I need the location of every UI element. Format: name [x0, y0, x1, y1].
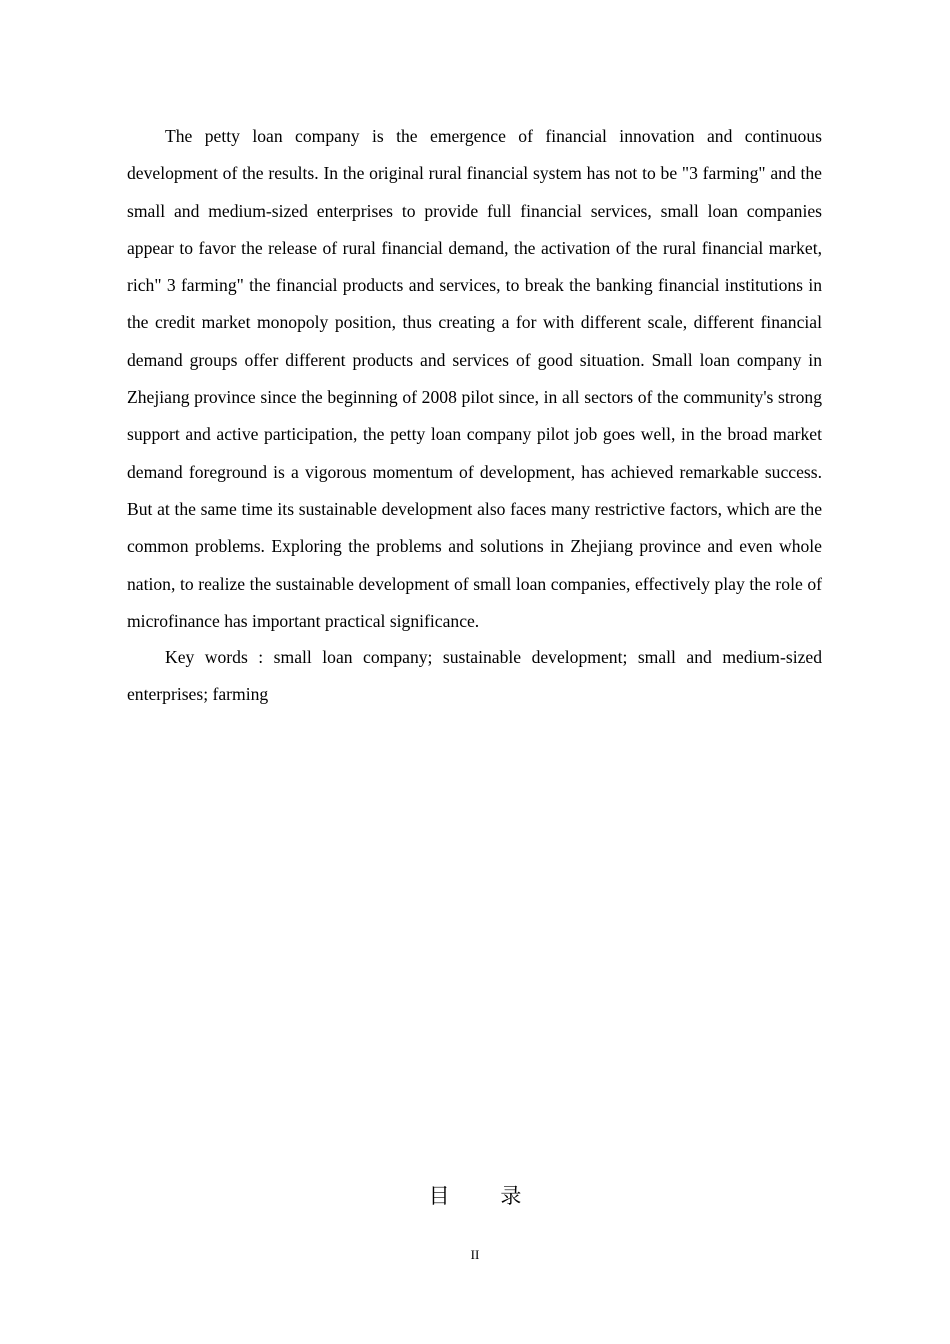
- table-of-contents-heading: 目 录: [428, 1184, 544, 1208]
- page-number: II: [470, 1247, 480, 1262]
- keywords-paragraph: Key words : small loan company; sustainable development; small and medium-sized enterprises; farming: [127, 647, 822, 705]
- abstract-section: [127, 118, 822, 714]
- abstract-paragraph: The petty loan company is the emergence of financial innovation and continuous development of the results. In the original rural financial system has not to be "3 farming" and the small and medium-sized enterprises to provide full financial services, small loan companies appear to favor the release of rural financial demand, the activation of the rural financial market, rich" 3 farming" the financial products and services, to break the banking financial institutions in the credit market monopoly position, thus creating a for with different scale, different financial demand groups offer different products and services of good situation. Small loan company in Zhejiang province since the beginning of 2008 pilot since, in all sectors of the community's strong support and active participation, the petty loan company pilot job goes well, in the broad market demand foreground is a vigorous momentum of development, has achieved remarkable success. But at the same time its sustainable development also faces many restrictive factors, which are the common problems. Exploring the problems and solutions in Zhejiang province and even whole nation, to realize the sustainable development of small loan companies, effectively play the role of microfinance has important practical significance.: [127, 126, 822, 631]
